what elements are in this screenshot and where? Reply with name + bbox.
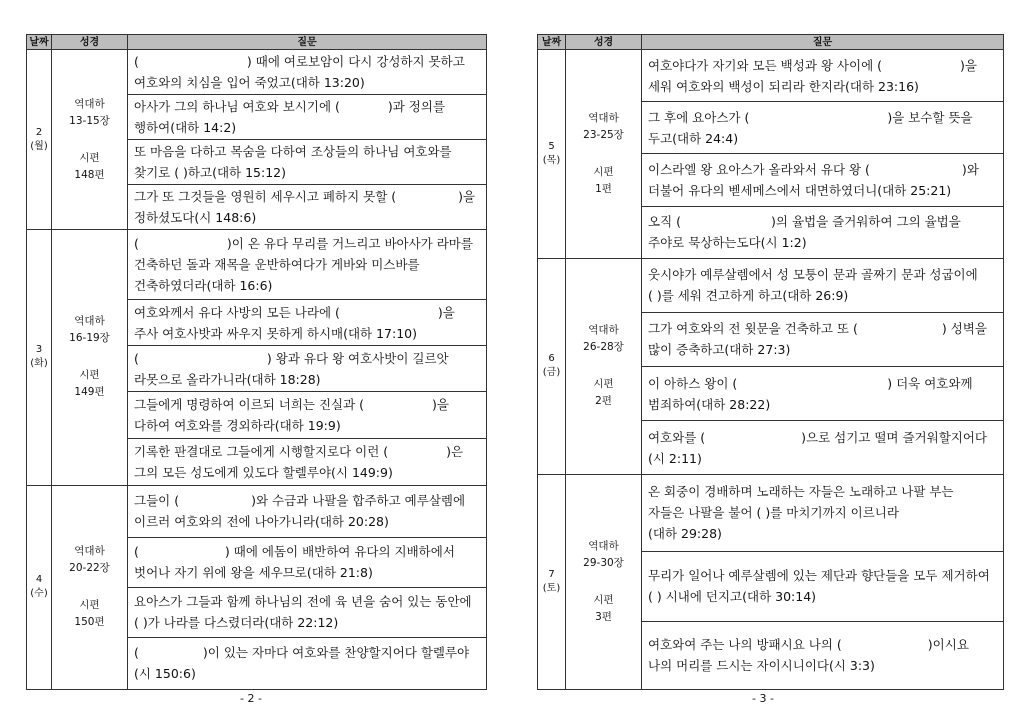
reading-table-right [537, 34, 1004, 690]
weekday: (월) [30, 140, 48, 152]
table-row [538, 475, 1004, 551]
question-cell: 그 후에 요아스가 ( )을 보수할 뜻을 두고(대하 24:4) [642, 102, 1004, 154]
weekday: (수) [30, 588, 48, 600]
question-cell: 여호야다가 자기와 모든 백성과 왕 사이에 ( )을 세워 여호와의 백성이 되리라 한지라(대하 23:16) [642, 50, 1004, 102]
chapter-range: 16-19장 [69, 332, 110, 345]
question-cell: 온 회중이 경배하며 노래하는 자들은 노래하고 나팔 부는 자들은 나팔을 불어 ( )를 마치기까지 이르니라 (대하 29:28) [642, 475, 1004, 551]
weekday: (화) [30, 358, 48, 370]
header-row [27, 35, 487, 50]
book-name: 시편 [593, 378, 614, 391]
book-name: 역대하 [588, 111, 619, 124]
book-name: 역대하 [588, 324, 619, 337]
chapter-range: 1편 [595, 182, 612, 195]
book-name: 역대하 [74, 97, 105, 110]
book-name: 시편 [79, 599, 100, 612]
table-row [27, 50, 487, 95]
question-cell: 무리가 일어나 예루살렘에 있는 제단과 향단들을 모두 제거하여 ( ) 시내에 던지고(대하 30:14) [642, 551, 1004, 621]
question-cell: 기록한 판결대로 그들에게 시행할지로다 이런 ( )은 그의 모든 성도에게 있도다 할렐루야(시 149:9) [128, 438, 487, 485]
table-row [538, 258, 1004, 312]
question-cell: ( )이 있는 자마다 여호와를 찬양할지어다 할렐루야 (시 150:6) [128, 637, 487, 689]
page-number-right: - 3 - [752, 692, 774, 705]
question-cell: 웃시야가 예루살렘에서 성 모퉁이 문과 골짜기 문과 성굽이에 ( )를 세워 견고하게 하고(대하 26:9) [642, 258, 1004, 312]
question-cell: 요아스가 그들과 함께 하나님의 전에 육 년을 숨어 있는 동안에 ( )가 나라를 다스렸더라(대하 22:12) [128, 587, 487, 637]
left-page [26, 34, 487, 690]
table-row [27, 230, 487, 300]
question-cell: 그가 또 그것들을 영원히 세우시고 폐하지 못할 ( )을 정하셨도다(시 148:6) [128, 185, 487, 230]
chapter-range: 149편 [74, 386, 105, 399]
weekday: (토) [542, 583, 561, 595]
day-number: 6 [548, 353, 555, 365]
chapter-range: 23-25장 [583, 128, 624, 141]
day-cell [538, 475, 566, 690]
book-cell [566, 475, 642, 690]
header-date: 날짜 [538, 35, 566, 50]
question-cell: 이스라엘 왕 요아스가 올라와서 유다 왕 ( )와 더불어 유다의 벧세메스에서 대면하였더니(대하 25:21) [642, 154, 1004, 206]
chapter-range: 26-28장 [583, 341, 624, 354]
header-bible: 성경 [566, 35, 642, 50]
weekday: (금) [542, 367, 561, 379]
day-cell [27, 230, 52, 485]
question-cell: ( ) 왕과 유다 왕 여호사밧이 길르앗 라못으로 올라가니라(대하 18:28) [128, 346, 487, 392]
chapter-range: 148편 [74, 168, 105, 181]
reading-table-left [26, 34, 487, 690]
book-name: 시편 [79, 151, 100, 164]
question-cell: 그들이 ( )와 수금과 나팔을 합주하고 예루살렘에 이르러 여호와의 전에 나아가니라(대하 20:28) [128, 485, 487, 537]
question-cell: 오직 ( )의 율법을 즐거워하여 그의 율법을 주야로 묵상하는도다(시 1:2) [642, 206, 1004, 258]
question-cell: 여호와여 주는 나의 방패시요 나의 ( )이시요 나의 머리를 드시는 자이시니이다(시 3:3) [642, 621, 1004, 689]
day-cell [538, 50, 566, 259]
question-cell: 그들에게 명령하여 이르되 너희는 진실과 ( )을 다하여 여호와를 경외하라(대하 19:9) [128, 392, 487, 438]
chapter-range: 3편 [595, 611, 612, 624]
question-cell: 그가 여호와의 전 윗문을 건축하고 또 ( ) 성벽을 많이 증축하고(대하 27:3) [642, 312, 1004, 366]
chapter-range: 29-30장 [583, 557, 624, 570]
book-cell [52, 50, 128, 230]
book-cell [52, 485, 128, 689]
question-cell: 이 아하스 왕이 ( ) 더욱 여호와께 범죄하여(대하 28:22) [642, 366, 1004, 420]
day-number: 7 [548, 569, 555, 581]
book-cell [566, 258, 642, 475]
page-number-left: - 2 - [240, 692, 262, 705]
book-cell [566, 50, 642, 259]
book-name: 역대하 [588, 540, 619, 553]
question-cell: 여호와를 ( )으로 섬기고 떨며 즐거워할지어다 (시 2:11) [642, 421, 1004, 475]
question-cell: ( ) 때에 에돔이 배반하여 유다의 지배하에서 벗어나 자기 위에 왕을 세우므로(대하 21:8) [128, 537, 487, 587]
book-cell [52, 230, 128, 485]
header-row [538, 35, 1004, 50]
day-cell [27, 485, 52, 689]
weekday: (목) [542, 154, 561, 166]
question-cell: 아사가 그의 하나님 여호와 보시기에 ( )과 정의를 행하여(대하 14:2) [128, 95, 487, 140]
right-page [537, 34, 1004, 690]
question-cell: 여호와께서 유다 사방의 모든 나라에 ( )을 주사 여호사밧과 싸우지 못하게 하시매(대하 17:10) [128, 300, 487, 346]
book-name: 역대하 [74, 545, 105, 558]
question-cell: 또 마음을 다하고 목숨을 다하여 조상들의 하나님 여호와를 찾기로 ( )하고(대하 15:12) [128, 140, 487, 185]
question-cell: ( )이 온 유다 무리를 거느리고 바아사가 라마를 건축하던 돌과 재목을 운반하여다가 게바와 미스바를 건축하였더라(대하 16:6) [128, 230, 487, 300]
day-number: 3 [35, 344, 43, 356]
day-cell [538, 258, 566, 475]
day-number: 4 [35, 574, 43, 586]
table-row [538, 50, 1004, 102]
chapter-range: 2편 [595, 395, 612, 408]
book-name: 시편 [593, 594, 614, 607]
book-name: 역대하 [74, 315, 105, 328]
question-cell: ( ) 때에 여로보암이 다시 강성하지 못하고 여호와의 치심을 입어 죽었고(대하 13:20) [128, 50, 487, 95]
day-cell [27, 50, 52, 230]
book-name: 시편 [79, 369, 100, 382]
chapter-range: 150편 [74, 616, 105, 629]
header-question: 질문 [128, 35, 487, 50]
day-number: 5 [548, 140, 555, 152]
header-bible: 성경 [52, 35, 128, 50]
header-date: 날짜 [27, 35, 52, 50]
book-name: 시편 [593, 165, 614, 178]
table-row [27, 485, 487, 537]
header-question: 질문 [642, 35, 1004, 50]
chapter-range: 20-22장 [69, 562, 110, 575]
chapter-range: 13-15장 [69, 114, 110, 127]
day-number: 2 [35, 126, 43, 138]
